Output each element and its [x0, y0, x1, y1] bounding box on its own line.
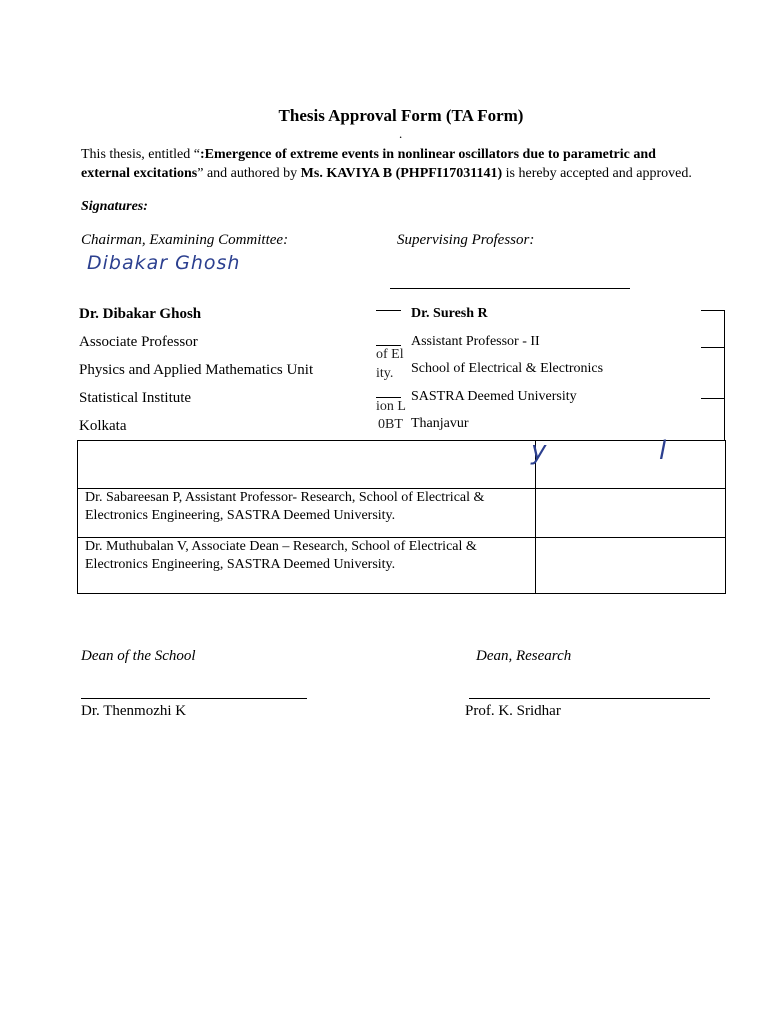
table-row [78, 441, 726, 489]
signature-cell [536, 489, 726, 538]
dean-research-name: Prof. K. Sridhar [465, 703, 561, 719]
dean-school-role: Dean of the School [81, 648, 196, 664]
dean-research-signature-line [469, 698, 710, 699]
committee-member-2: Dr. Muthubalan V, Associate Dean – Research, School of Electrical & Electronics Engineering, SASTRA Deemed University. [78, 538, 536, 594]
table-row [78, 538, 726, 594]
chairman-institute: Statistical Institute [79, 390, 192, 406]
dean-school-signature-line [81, 698, 307, 699]
supervisor-signature-line [390, 288, 630, 289]
intro-mid: ” and authored by [197, 166, 301, 181]
title-dot: . [399, 126, 403, 141]
committee-member-1: Dr. Sabareesan P, Assistant Professor- Research, School of Electrical & Electronics Engineering, SASTRA Deemed University. [78, 489, 536, 538]
fragment-text: ity. [376, 366, 394, 381]
handwritten-initial-mark: y [531, 436, 547, 466]
author-name: Ms. KAVIYA B (PHPFI17031141) [300, 166, 503, 181]
chairman-city: Kolkata [79, 418, 127, 434]
fragment-line [376, 345, 401, 346]
supervisor-school: School of Electrical & Electronics [411, 361, 604, 376]
chairman-unit: Physics and Applied Mathematics Unit [79, 362, 314, 378]
chairman-designation: Associate Professor [79, 334, 198, 350]
chairman-role: Chairman, Examining Committee: [81, 232, 289, 248]
supervisor-name: Dr. Suresh R [411, 306, 488, 321]
intro-suffix: is hereby accepted and approved. [502, 166, 692, 181]
supervisor-city: Thanjavur [411, 416, 469, 431]
thesis-title: :Emergence of extreme events in nonlinear oscillators due to parametric and external excitations [81, 147, 656, 181]
table-cell [78, 441, 536, 489]
dean-school-name: Dr. Thenmozhi K [81, 703, 187, 719]
intro-prefix: This thesis, entitled “ [81, 147, 200, 162]
bracket-line [701, 398, 725, 399]
chairman-name: Dr. Dibakar Ghosh [79, 306, 202, 322]
fragment-text: of El [376, 347, 404, 362]
committee-table [77, 440, 726, 594]
signature-cell [536, 441, 726, 489]
signatures-heading: Signatures: [81, 199, 148, 214]
fragment-text: 0BT [378, 417, 403, 432]
supervisor-role: Supervising Professor: [397, 232, 535, 248]
supervisor-designation: Assistant Professor - II [411, 334, 540, 349]
table-row [78, 489, 726, 538]
dean-research-role: Dean, Research [476, 648, 572, 664]
signature-cell [536, 538, 726, 594]
fragment-line [376, 310, 401, 311]
bracket-line [701, 347, 725, 348]
bracket-line [701, 310, 725, 311]
handwritten-initial-mark: l [659, 436, 667, 466]
supervisor-university: SASTRA Deemed University [411, 389, 577, 404]
chairman-signature: Dibakar Ghosh [87, 252, 241, 274]
fragment-line [376, 397, 401, 398]
form-title: Thesis Approval Form (TA Form) [278, 106, 524, 125]
intro-paragraph [81, 145, 701, 183]
fragment-text: ion L [376, 399, 406, 414]
bracket-line [724, 310, 725, 440]
